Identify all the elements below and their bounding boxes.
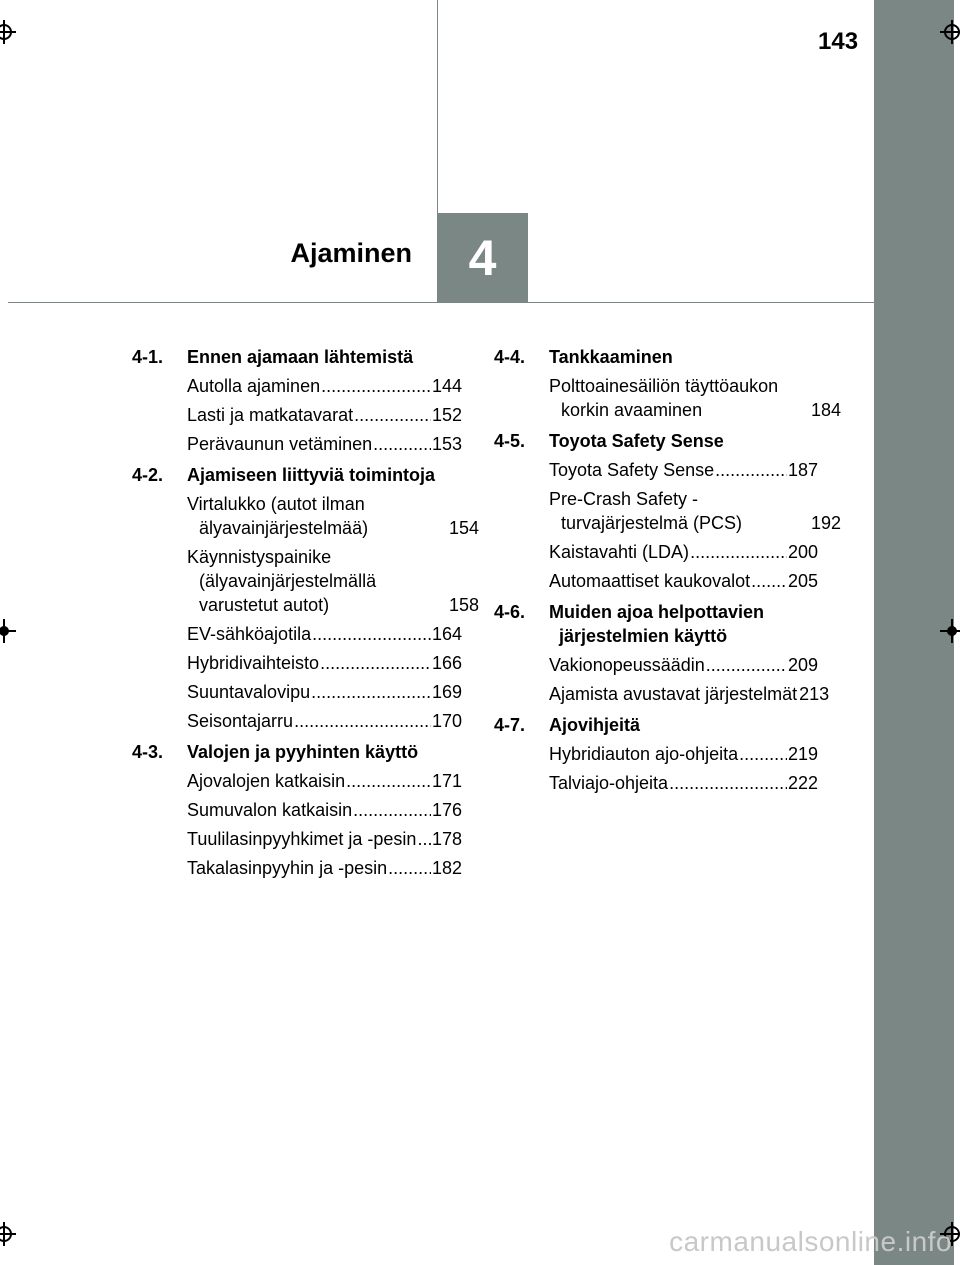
dot-leader <box>706 653 787 677</box>
chapter-title: Ajaminen <box>290 238 412 268</box>
entry-page-number: 144 <box>431 376 462 396</box>
dot-leader <box>751 569 787 593</box>
entry-title: Hybridiauton ajo-ohjeita <box>549 744 739 764</box>
toc-entry[interactable] <box>187 432 462 456</box>
entry-page-number: 169 <box>431 682 462 702</box>
entry-page-number: 192 <box>811 513 842 533</box>
entry-page-number: 178 <box>431 829 462 849</box>
toc-entry[interactable] <box>549 653 818 677</box>
section-number: 4-3. <box>132 742 164 762</box>
toc-entry[interactable] <box>187 827 462 851</box>
toc-section-heading <box>494 713 818 737</box>
toc-section-heading <box>494 345 818 369</box>
registration-mark-icon <box>0 619 16 643</box>
entry-title: Automaattiset kaukovalot <box>549 571 751 591</box>
registration-mark-icon <box>940 619 960 643</box>
entry-page-number: 213 <box>799 684 830 704</box>
entry-page-number: 219 <box>787 744 818 764</box>
chapter-number-box <box>437 213 528 303</box>
toc-entry[interactable] <box>187 374 462 398</box>
page-number: 143 <box>818 28 859 55</box>
dot-leader <box>294 709 431 733</box>
toc-column-right <box>494 345 842 795</box>
toc-entry[interactable] <box>187 492 480 540</box>
entry-page-number: 187 <box>787 460 818 480</box>
section-title: Ajamiseen liittyviä toimintoja <box>187 465 436 485</box>
toc-entry[interactable] <box>187 622 462 646</box>
entry-title: Käynnistyspainike (älyavainjärjestelmällä varustetut autot) <box>187 547 377 615</box>
dot-leader <box>417 827 431 851</box>
toc-column-left <box>132 345 480 880</box>
entry-title: Ajovalojen katkaisin <box>187 771 346 791</box>
entry-title: Polttoainesäiliön täyttöaukon korkin avaaminen <box>549 376 779 420</box>
toc-entry[interactable] <box>187 798 462 822</box>
dot-leader <box>739 742 787 766</box>
entry-page-number: 200 <box>787 542 818 562</box>
section-number: 4-7. <box>494 715 526 735</box>
toc-entry[interactable] <box>187 769 462 793</box>
entry-title: Lasti ja matkatavarat <box>187 405 354 425</box>
entry-page-number: 182 <box>431 858 462 878</box>
toc-entry[interactable] <box>549 374 842 422</box>
dot-leader <box>690 540 787 564</box>
toc-section-heading <box>494 429 818 453</box>
toc-section-heading <box>494 600 818 648</box>
section-number: 4-2. <box>132 465 164 485</box>
entry-page-number: 205 <box>787 571 818 591</box>
toc-section-heading <box>132 740 462 764</box>
section-title: Ennen ajamaan lähtemistä <box>187 347 414 367</box>
dot-leader <box>346 769 431 793</box>
toc-entry[interactable] <box>549 487 842 535</box>
toc-entry[interactable] <box>187 545 480 617</box>
entry-title: Toyota Safety Sense <box>549 460 715 480</box>
section-title: Ajovihjeitä <box>549 715 641 735</box>
toc-entry[interactable] <box>549 540 818 564</box>
section-number: 4-5. <box>494 431 526 451</box>
divider-vertical <box>437 0 438 213</box>
entry-page-number: 171 <box>431 771 462 791</box>
toc-entry[interactable] <box>187 680 462 704</box>
dot-leader <box>321 374 431 398</box>
entry-title: EV-sähköajotila <box>187 624 312 644</box>
entry-page-number: 166 <box>431 653 462 673</box>
section-number: 4-6. <box>494 602 526 622</box>
dot-leader <box>388 856 431 880</box>
entry-title: Pre-Crash Safety -turvajärjestelmä (PCS) <box>549 489 743 533</box>
section-title: Valojen ja pyyhinten käyttö <box>187 742 419 762</box>
toc-entry[interactable] <box>549 682 830 706</box>
registration-mark-icon <box>0 1222 16 1246</box>
entry-page-number: 176 <box>431 800 462 820</box>
registration-mark-icon <box>0 20 16 44</box>
section-title: Tankkaaminen <box>549 347 673 367</box>
entry-title: Talviajo-ohjeita <box>549 773 669 793</box>
section-number: 4-4. <box>494 347 526 367</box>
entry-page-number: 158 <box>449 595 480 615</box>
entry-title: Ajamista avustavat järjestelmät <box>549 684 798 704</box>
dot-leader <box>354 403 431 427</box>
entry-title: Suuntavalovipu <box>187 682 311 702</box>
entry-title: Virtalukko (autot ilman älyavainjärjestelmää) <box>187 494 369 538</box>
entry-page-number: 152 <box>431 405 462 425</box>
entry-page-number: 164 <box>431 624 462 644</box>
toc-section-heading <box>132 345 462 369</box>
entry-page-number: 153 <box>431 434 462 454</box>
section-title: Muiden ajoa helpottavien järjestelmien käyttö <box>549 602 765 646</box>
entry-title: Hybridivaihteisto <box>187 653 320 673</box>
entry-title: Takalasinpyyhin ja -pesin <box>187 858 388 878</box>
toc-entry[interactable] <box>549 458 818 482</box>
toc-entry[interactable] <box>187 651 462 675</box>
entry-page-number: 184 <box>811 400 842 420</box>
dot-leader <box>311 680 431 704</box>
toc-entry[interactable] <box>187 856 462 880</box>
dot-leader <box>312 622 431 646</box>
toc-entry[interactable] <box>549 771 818 795</box>
watermark: carmanualsonline.info <box>669 1226 952 1257</box>
entry-page-number: 222 <box>787 773 818 793</box>
registration-mark-icon <box>940 20 960 44</box>
entry-page-number: 209 <box>787 655 818 675</box>
toc-entry[interactable] <box>187 403 462 427</box>
dot-leader <box>320 651 431 675</box>
dot-leader <box>715 458 787 482</box>
entry-title: Perävaunun vetäminen <box>187 434 373 454</box>
toc-entry[interactable] <box>187 709 462 733</box>
entry-title: Autolla ajaminen <box>187 376 321 396</box>
dot-leader <box>373 432 431 456</box>
dot-leader <box>353 798 431 822</box>
entry-title: Vakionopeussäädin <box>549 655 705 675</box>
entry-title: Kaistavahti (LDA) <box>549 542 690 562</box>
toc-entry[interactable] <box>549 569 818 593</box>
section-number: 4-1. <box>132 347 164 367</box>
dot-leader <box>669 771 787 795</box>
section-title: Toyota Safety Sense <box>549 431 724 451</box>
toc-section-heading <box>132 463 462 487</box>
entry-title: Tuulilasinpyyhkimet ja -pesin <box>187 829 417 849</box>
entry-page-number: 170 <box>431 711 462 731</box>
entry-page-number: 154 <box>449 518 480 538</box>
toc-entry[interactable] <box>549 742 818 766</box>
entry-title: Sumuvalon katkaisin <box>187 800 353 820</box>
entry-title: Seisontajarru <box>187 711 294 731</box>
chapter-number: 4 <box>468 230 497 286</box>
